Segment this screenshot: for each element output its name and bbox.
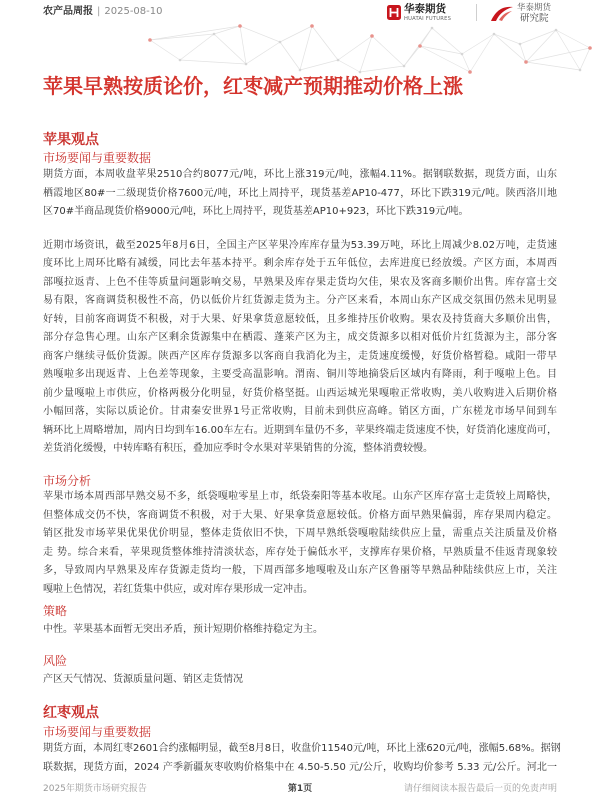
- jujube-section-heading: 红枣观点: [43, 705, 99, 721]
- report-header-label: [43, 5, 163, 19]
- page-footer: [43, 781, 557, 797]
- logo-divider: [476, 4, 477, 21]
- apple-analysis-body: [43, 488, 557, 599]
- text-line: 嘎啦上色情况，若红货集中供应，或对库存果形成一定冲击。: [43, 583, 313, 595]
- logo-name-en: HUATAI FUTURES: [404, 16, 452, 22]
- pattern-dot: [468, 70, 472, 74]
- pattern-line: [432, 28, 462, 54]
- pattern-line: [420, 46, 470, 72]
- pattern-dot: [337, 59, 340, 62]
- pattern-line: [214, 26, 240, 34]
- pattern-dot: [148, 38, 152, 42]
- pattern-dot: [493, 33, 496, 36]
- page-number: 第1页: [287, 784, 313, 794]
- pattern-line: [214, 34, 246, 64]
- footer-report-name: 2025年期货市场研究报告: [43, 784, 147, 794]
- pattern-dot: [279, 41, 282, 44]
- jujube-news-subheading: 市场要闻与重要数据: [43, 725, 152, 739]
- pattern-dot: [555, 29, 558, 32]
- pattern-line: [338, 60, 360, 72]
- institute-logo-name: 华泰期货: [517, 3, 552, 13]
- pattern-line: [520, 30, 556, 44]
- text-line: 差货消化缓慢，中转库略有积压，叠加应季时令水果对苹果销售的分流，整体消费较慢。: [43, 443, 433, 455]
- pattern-dot: [431, 27, 434, 30]
- apple-strategy-body: [43, 621, 557, 640]
- text-line: 区70#半商品现货价格9000元/吨，环比上周持平，现货基差AP10+923，环比下跌319元/吨。: [43, 206, 469, 217]
- report-date: 2025-08-10: [104, 6, 163, 17]
- text-line: 销区批发市场苹果优果优价明显，整体走货依旧不快，下周早熟纸袋嘎啦陆续供应上量，需重点关注质量及价格: [43, 528, 557, 539]
- pattern-dot: [588, 46, 592, 50]
- pattern-line: [470, 34, 494, 72]
- text-line: 苹果市场本周西部早熟交易不多，纸袋嘎啦零星上市，纸袋秦阳等基本收尾。山东产区库存富士走货较上周略快，: [43, 491, 557, 502]
- pattern-line: [180, 34, 214, 60]
- pattern-line: [300, 60, 338, 70]
- text-line: 但整体成交仍不快，客商调货不积极，对于大果、好果拿货意愿较低。价格方面早熟果偏弱，库存果周内稳定。: [43, 509, 557, 521]
- text-line: 部嘎拉返青、上色不佳等质量问题影响交易，早熟果及库存果走货均欠佳，果农及客商多顺价出售。库存富士交: [43, 276, 557, 288]
- paragraph: [43, 166, 557, 222]
- pattern-dot: [310, 24, 314, 28]
- pattern-line: [494, 34, 520, 44]
- text-line: 易有限，客商调货积极性不高，仍以低价片红货源走货为主。分产区来看，本周山东产区成交氛围仍然未见明显: [43, 295, 557, 307]
- pattern-line: [240, 26, 246, 64]
- huatai-futures-logo-icon: [387, 5, 401, 20]
- pattern-dot: [359, 71, 362, 74]
- pattern-line: [462, 34, 494, 54]
- pattern-line: [150, 40, 180, 60]
- paragraph: [43, 671, 557, 690]
- text-line: 走 势。综合来看，苹果现货整体维持清淡状态，库存处于偏低水平，支撑库存果价格，早熟质量不佳返青现象较: [43, 546, 557, 558]
- text-line: 小幅回落，实际以质论价。甘肃秦安世界1号正常收购，目前未到供应高峰。销区方面，广东槎龙市场早间到车: [43, 406, 557, 418]
- apple-analysis-subheading: 市场分析: [43, 474, 92, 488]
- logo-name-cn: 华泰期货: [404, 3, 446, 15]
- pattern-dot: [461, 53, 464, 56]
- pattern-line: [280, 42, 300, 70]
- apple-risk-body: [43, 671, 557, 690]
- text-line: 好转，目前客商调货不积极，对于大果、好果拿货意愿较低，且多维持压价收购。果农及持货商大多顺价出售，: [43, 313, 557, 325]
- pattern-line: [312, 26, 338, 60]
- text-line: 辆环比上周略增加，周内日均到车16.00车左右。近期到车量仍不多，苹果终端走货速度不快，好货消化速度尚可，: [43, 424, 557, 436]
- pattern-dot: [299, 69, 302, 72]
- text-line: 产区天气情况、货源质量问题、销区走货情况: [43, 674, 243, 685]
- paragraph: [43, 237, 557, 459]
- apple-news-subheading: 市场要闻与重要数据: [43, 151, 152, 165]
- text-line: 前少量嘎啦上市供应，价格两极分化明显，好货价格坚挺。山西运城光果嘎啦正常收购，美八收购进入后期价格: [43, 387, 557, 399]
- pattern-line: [526, 30, 556, 62]
- apple-risk-subheading: 风险: [43, 654, 68, 668]
- institute-logo-subtitle: 研究院: [520, 13, 549, 24]
- paragraph: [43, 621, 557, 640]
- pattern-line: [280, 26, 312, 42]
- pattern-dot: [519, 43, 522, 46]
- text-line: 期货方面，本周收盘苹果2510合约8077元/吨，环比上涨319元/吨，涨幅4.11%。据钢联数据，现货方面，山东: [43, 169, 557, 180]
- pattern-dot: [238, 24, 242, 28]
- text-line: 度环比上周环比略有减缓，同比去年基本持平。剩余库存处于五年低位，去库进度已经放缓。产区方面，本周西: [43, 258, 557, 270]
- text-line: 部分存急售心理。山东产区剩余货源集中在栖霞、蓬莱产区为主，成交货源多以相对低价片红货源为主，部分客: [43, 332, 557, 344]
- pattern-line: [580, 48, 590, 70]
- pattern-line: [404, 28, 432, 66]
- apple-section-heading: 苹果观点: [43, 132, 99, 148]
- pattern-line: [462, 54, 470, 72]
- pattern-line: [360, 36, 372, 72]
- apple-news-body: [43, 166, 557, 459]
- pattern-line: [360, 66, 404, 72]
- pattern-dot: [418, 44, 422, 48]
- text-line: 栖霞地区80#一二级现货价格7600元/吨，环比上周持平，现货基差AP10-477，环比下跌319元/吨。陕西洛川地: [43, 187, 557, 199]
- research-institute-logo-icon: [490, 4, 514, 22]
- pattern-line: [240, 26, 280, 42]
- huatai-futures-logo: [387, 3, 457, 23]
- pattern-dot: [579, 69, 582, 72]
- text-line: 期货方面，本周红枣2601合约涨幅明显，截至8月8日，收盘价11540元/吨，环比上涨620元/吨，涨幅5.68%。据钢: [43, 743, 561, 754]
- pattern-line: [246, 42, 280, 64]
- report-title: 苹果早熟按质论价，红枣减产预期推动价格上涨: [43, 74, 463, 98]
- jujube-news-body: [43, 740, 561, 777]
- pattern-line: [180, 60, 246, 64]
- pattern-line: [372, 36, 404, 66]
- text-line: 中性。苹果基本面暂无突出矛盾，预计短期价格维持稳定为主。: [43, 624, 323, 635]
- paragraph: [43, 740, 561, 777]
- pattern-line: [300, 26, 312, 70]
- pattern-line: [526, 62, 580, 70]
- text-line: 联数据，现货方面，2024 产季新疆灰枣收购价格集中在 4.50-5.50 元/公斤，收购均价参考 5.33 元/公斤。河北一: [43, 761, 557, 773]
- pattern-line: [526, 48, 590, 62]
- pattern-line: [338, 36, 372, 60]
- pattern-dot: [179, 59, 182, 62]
- research-institute-logo: [490, 3, 570, 25]
- paragraph: [43, 488, 557, 599]
- apple-strategy-subheading: 策略: [43, 604, 68, 618]
- report-type: 农产品周报: [43, 6, 93, 17]
- header-separator: |: [97, 6, 101, 17]
- pattern-dot: [370, 34, 374, 38]
- pattern-line: [420, 46, 462, 54]
- pattern-dot: [524, 60, 528, 64]
- text-line: 熟嘎啦多出现返青、上色差等现象，主要受高温影响。渭南、铜川等地摘袋后区域内有降雨，利于嘎啦上色。目: [43, 369, 557, 381]
- footer-disclaimer-note: 请仔细阅读本报告最后一页的免责声明: [403, 784, 557, 794]
- text-line: 近期市场资讯，截至2025年8月6日，全国主产区苹果冷库库存量为53.39万吨，环比上周减少8.02万吨，走货速: [43, 239, 557, 251]
- pattern-line: [150, 26, 240, 40]
- text-line: 商客户继续寻低价货源。陕西产区库存货源多以客商自我消化为主，走货速度缓慢，好货价格暂稳。咸阳一带早: [43, 350, 557, 362]
- pattern-dot: [245, 63, 248, 66]
- pattern-dot: [403, 65, 406, 68]
- text-line: 多，导致周内早熟果及库存货源走货均一般，下周西部多地嘎啦及山东产区鲁丽等早熟品种陆续供应上市，关注: [43, 565, 557, 576]
- pattern-dot: [213, 33, 216, 36]
